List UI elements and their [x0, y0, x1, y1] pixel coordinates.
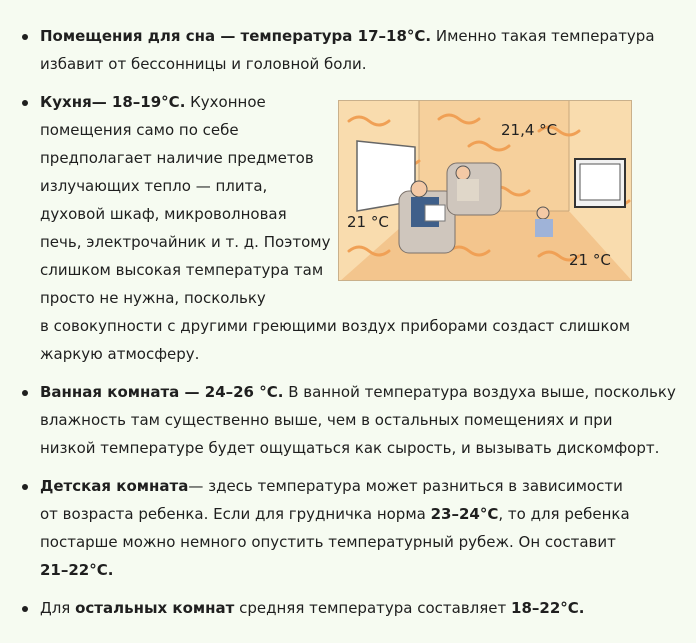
- list-item-bathroom-line-1: Ванная комната — 24–26 °C. В ванной температура воздуха выше, поскольку: [40, 383, 676, 401]
- temp-label-left: 21 °C: [347, 213, 389, 231]
- list-item-kitchen-line-8: просто не нужна, поскольку: [40, 289, 266, 307]
- temp-label-top: 21,4 °C: [501, 121, 558, 139]
- list-item-kitchen-line-10: жаркую атмосферу.: [40, 345, 200, 363]
- list-item-other-rooms: Для остальных комнат средняя температура составляет 18–22°C.: [40, 599, 585, 617]
- bathroom-heading: Ванная комната — 24–26 °C.: [40, 383, 284, 401]
- bullet: [22, 34, 28, 40]
- bullet: [22, 606, 28, 612]
- list-item-kitchen-line-6: печь, электрочайник и т. д. Поэтому: [40, 233, 331, 251]
- list-item-kitchen-line-2: помещения само по себе: [40, 121, 239, 139]
- list-item-children-line-4: [40, 556, 113, 584]
- other-rooms-range: 18–22°C.: [511, 599, 585, 617]
- list-item-bathroom-line-3: низкой температуре будет ощущаться как сырость, и вызывать дискомфорт.: [40, 439, 660, 457]
- bullet: [22, 390, 28, 396]
- list-item-children-line-1: Детская комната— здесь температура может разниться в зависимости: [40, 477, 623, 495]
- children-heading: Детская комната: [40, 477, 189, 495]
- other-rooms-heading: остальных комнат: [75, 599, 235, 617]
- list-item-children-line-2: от возраста ребенка. Если для грудничка норма 23–24°C, то для ребенка: [40, 505, 630, 523]
- infant-norm: 23–24°C: [430, 505, 499, 523]
- list-item-kitchen-line-9: в совокупности с другими греющими воздух приборами создаст слишком: [40, 317, 631, 335]
- list-item-sleep-line-1: Помещения для сна — температура 17–18°C. Именно такая температура: [40, 27, 655, 45]
- temp-label-right: 21 °C: [569, 251, 611, 269]
- kitchen-heading: Кухня— 18–19°C.: [40, 93, 186, 111]
- list-item-kitchen-line-1: Кухня— 18–19°C. Кухонное: [40, 93, 266, 111]
- list-item-kitchen-line-3: предполагает наличие предметов: [40, 149, 314, 167]
- list-item-kitchen-line-5: духовой шкаф, микроволновая: [40, 205, 287, 223]
- list-item-children-line-3: постарше можно немного опустить температурный рубеж. Он составит: [40, 533, 616, 551]
- list-item-kitchen-line-4: излучающих тепло — плита,: [40, 177, 268, 195]
- bullet: [22, 100, 28, 106]
- room-temperature-illustration: [338, 100, 632, 281]
- list-item-sleep-line-2: избавит от бессонницы и головной боли.: [40, 55, 367, 73]
- list-item-kitchen-line-7: слишком высокая температура там: [40, 261, 324, 279]
- list-item-bathroom-line-2: влажность там существенно выше, чем в остальных помещениях и при: [40, 411, 613, 429]
- children-range: 21–22°C.: [40, 561, 114, 579]
- sleep-heading: Помещения для сна — температура 17–18°C.: [40, 27, 432, 45]
- bullet: [22, 484, 28, 490]
